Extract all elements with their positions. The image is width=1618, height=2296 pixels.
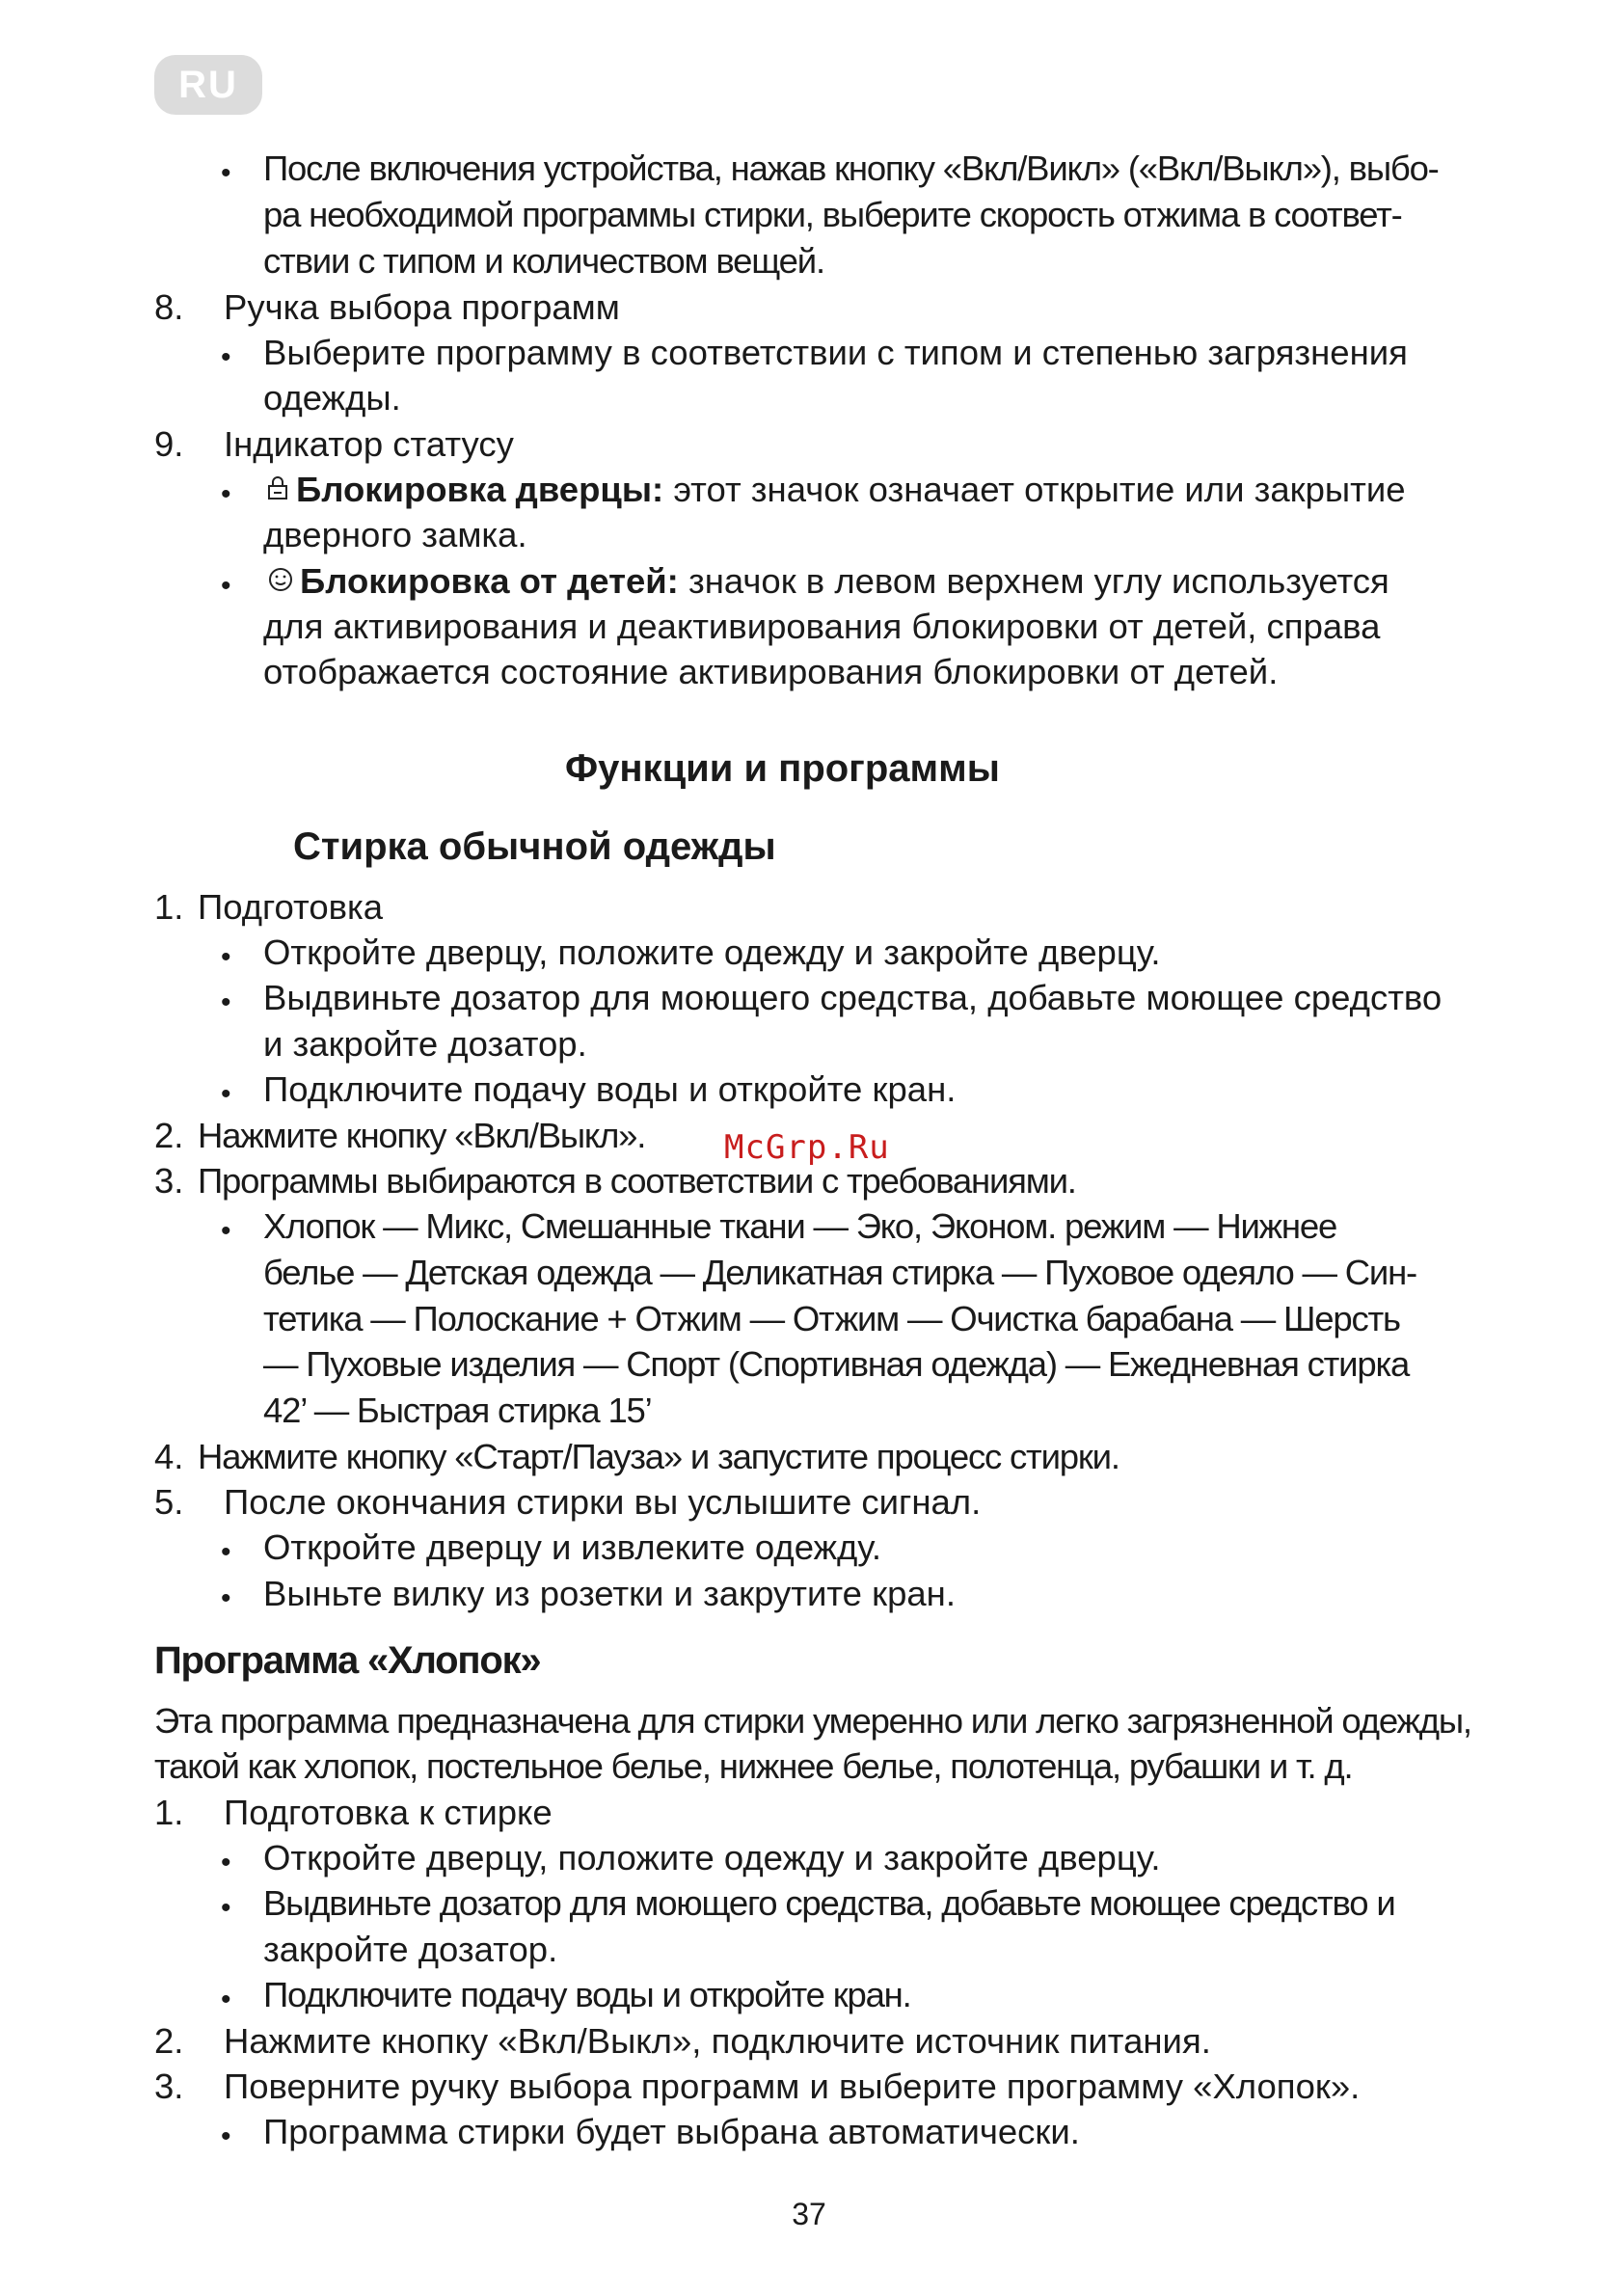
bullet-marker: • [221, 1582, 231, 1614]
bullet-text: Откройте дверцу, положите одежду и закройте дверцу. [263, 1838, 1161, 1877]
item-number: 8. [154, 287, 184, 327]
item-label: Ручка выбора программ [224, 287, 620, 327]
step-text: Нажмите кнопку «Вкл/Выкл», подключите источник питания. [224, 2021, 1211, 2061]
intro-text: После включения устройства, нажав кнопку «Вкл/Викл» («Вкл/Выкл»), выбо- [263, 149, 1439, 188]
step-number: 1. [154, 887, 184, 927]
bullet-marker: • [221, 1847, 231, 1878]
bullet-text: Откройте дверцу, положите одежду и закройте дверцу. [263, 932, 1161, 972]
bullet-marker: • [221, 2120, 231, 2152]
bullet-marker: • [221, 570, 231, 602]
intro-text: ра необходимой программы стирки, выберите скорость отжима в соответ- [263, 195, 1402, 234]
bullet-text: одежды. [263, 378, 401, 418]
child-lock-desc: значок в левом верхнем углу используется [678, 561, 1389, 601]
bullet-marker: • [221, 478, 231, 510]
bullet-text: Откройте дверцу и извлеките одежду. [263, 1527, 882, 1567]
bullet-text: Выдвиньте дозатор для моющего средства, добавьте моющее средство и [263, 1883, 1395, 1923]
bullet-marker: • [221, 1892, 231, 1924]
bullet-text: для активирования и деактивирования блокировки от детей, справа [263, 607, 1381, 646]
program-list: — Пуховые изделия — Спорт (Спортивная одежда) — Ежедневная стирка [263, 1344, 1410, 1384]
watermark: McGrp.Ru [724, 1128, 890, 1167]
step-number: 2. [154, 2021, 184, 2061]
bullet-marker: • [221, 941, 231, 973]
step-text: Поверните ручку выбора программ и выберите программу «Хлопок». [224, 2066, 1361, 2106]
bullet-marker: • [221, 341, 231, 373]
cotton-intro: Эта программа предназначена для стирки умеренно или легко загрязненной одежды, [154, 1701, 1471, 1741]
normal-wash-heading: Стирка обычной одежды [293, 825, 776, 868]
step-number: 2. [154, 1116, 184, 1155]
step-text: Подготовка [198, 887, 384, 927]
door-lock-title: Блокировка дверцы: [296, 470, 664, 509]
bullet-marker: • [221, 1984, 231, 2015]
step-text: После окончания стирки вы услышите сигнал. [224, 1482, 982, 1522]
cotton-heading: Программа «Хлопок» [154, 1639, 541, 1682]
language-badge: RU [154, 55, 262, 115]
step-number: 5. [154, 1482, 184, 1522]
step-text: Подготовка к стирке [224, 1793, 553, 1832]
bullet-marker: • [221, 1536, 231, 1568]
program-list: тетика — Полоскание + Отжим — Отжим — Очистка барабана — Шерсть [263, 1299, 1400, 1338]
program-list: белье — Детская одежда — Деликатная стирка — Пуховое одеяло — Син- [263, 1253, 1417, 1292]
step-text: Нажмите кнопку «Старт/Пауза» и запустите процесс стирки. [198, 1437, 1119, 1476]
bullet-text: Подключите подачу воды и откройте кран. [263, 1975, 911, 2014]
bullet-text: Выньте вилку из розетки и закрутите кран. [263, 1574, 956, 1613]
page-number: 37 [792, 2197, 826, 2231]
step-number: 4. [154, 1437, 184, 1476]
child-lock-title: Блокировка от детей: [300, 561, 679, 601]
step-number: 3. [154, 2066, 184, 2106]
bullet-text: Подключите подачу воды и откройте кран. [263, 1069, 957, 1109]
door-lock-line [265, 468, 1406, 515]
intro-text: ствии с типом и количеством вещей. [263, 241, 824, 281]
program-list: 42’ — Быстрая стирка 15’ [263, 1391, 652, 1430]
bullet-marker: • [221, 1078, 231, 1110]
bullet-text: Выберите программу в соответствии с типом и степенью загрязнения [263, 333, 1408, 372]
bullet-text: Выдвиньте дозатор для моющего средства, добавьте моющее средство [263, 978, 1443, 1017]
cotton-intro: такой как хлопок, постельное белье, нижнее белье, полотенца, рубашки и т. д. [154, 1746, 1353, 1786]
lock-icon [265, 471, 290, 515]
functions-heading: Функции и программы [565, 747, 1000, 790]
program-list: Хлопок — Микс, Смешанные ткани — Эко, Эконом. режим — Нижнее [263, 1206, 1337, 1246]
step-text: Нажмите кнопку «Вкл/Выкл». [198, 1116, 646, 1155]
step-text: Программы выбираются в соответствии с требованиями. [198, 1161, 1076, 1201]
bullet-marker: • [221, 157, 231, 189]
child-lock-icon [267, 562, 294, 607]
item-label: Індикатор статусу [224, 424, 514, 464]
bullet-marker: • [221, 1215, 231, 1247]
bullet-marker: • [221, 986, 231, 1018]
bullet-text: закройте дозатор. [263, 1930, 558, 1969]
child-lock-line [267, 559, 1389, 607]
bullet-text: дверного замка. [263, 515, 527, 554]
bullet-text: отображается состояние активирования блокировки от детей. [263, 652, 1279, 691]
step-number: 1. [154, 1793, 184, 1832]
bullet-text: и закройте дозатор. [263, 1024, 587, 1064]
door-lock-desc: этот значок означает открытие или закрытие [663, 470, 1406, 509]
bullet-text: Программа стирки будет выбрана автоматически. [263, 2112, 1080, 2151]
step-number: 3. [154, 1161, 184, 1201]
item-number: 9. [154, 424, 184, 464]
